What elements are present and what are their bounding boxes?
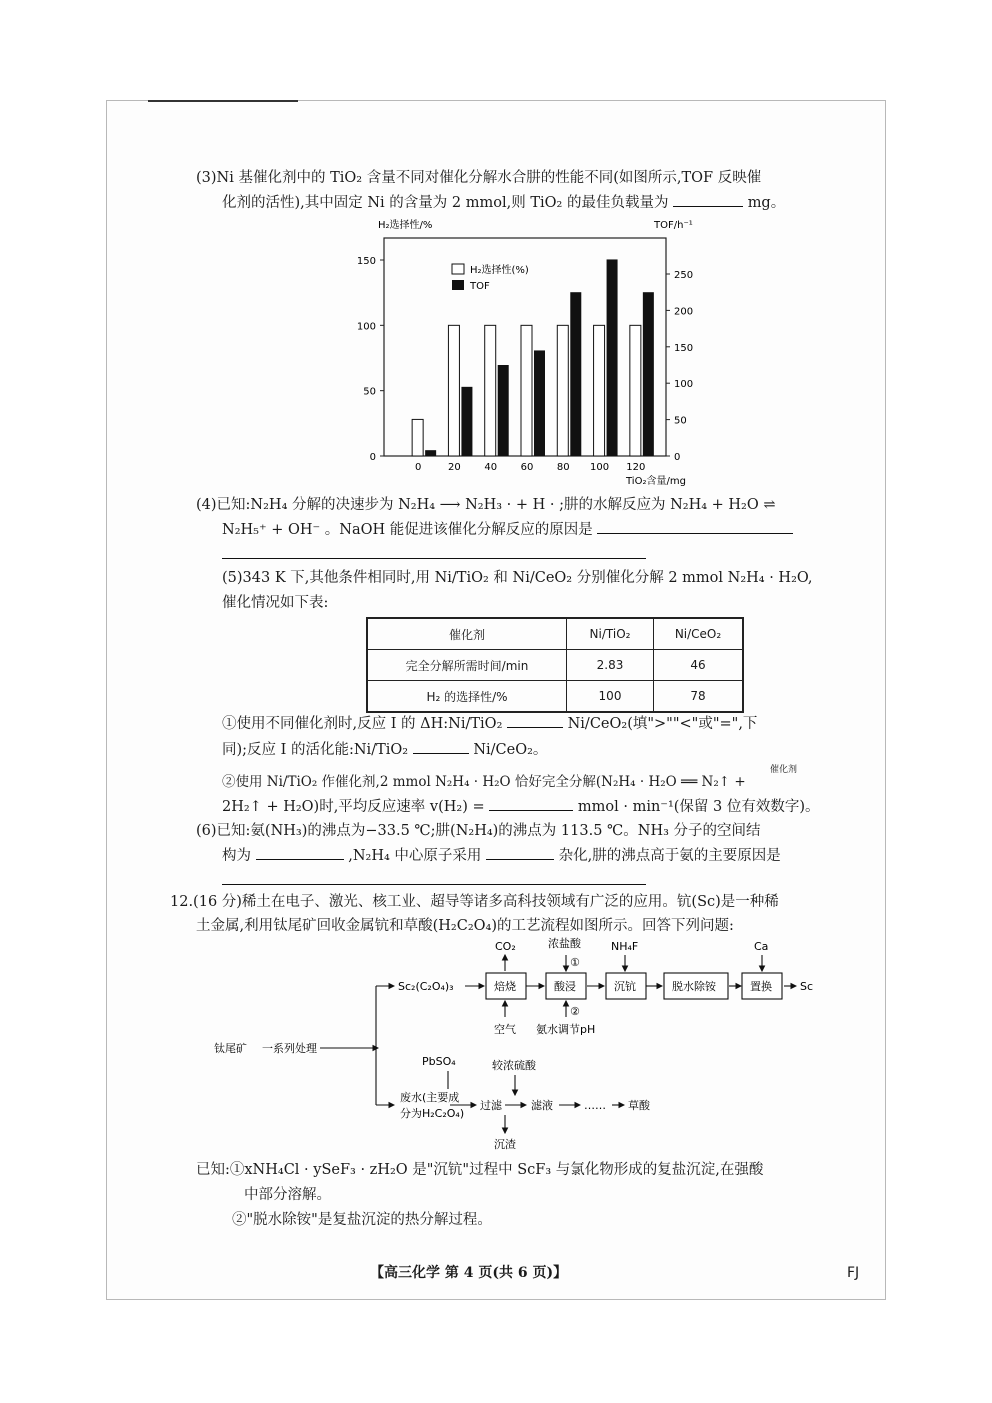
bar-tof bbox=[534, 350, 545, 456]
x-tick-label: 80 bbox=[556, 462, 570, 473]
q3-line1: (3)Ni 基催化剂中的 TiO₂ 含量不同对催化分解水合肼的性能不同(如图所示,TOF 反映催 bbox=[196, 170, 762, 186]
label-co2: CO₂ bbox=[495, 940, 516, 953]
label-waste-1: 废水(主要成 bbox=[400, 1091, 460, 1104]
q3-line2-text: 化剂的活性),其中固定 Ni 的含量为 2 mmol,则 TiO₂ 的最佳负载量为 bbox=[222, 195, 669, 211]
step-label-acid-leach: 酸浸 bbox=[554, 980, 576, 993]
q6-blank-3[interactable] bbox=[222, 870, 646, 885]
label-step1: ① bbox=[570, 956, 580, 969]
right-tick-label: 100 bbox=[674, 379, 694, 391]
table-header-ni-tio2: Ni/TiO₂ bbox=[567, 618, 654, 650]
q5-sub1-text-d: Ni/CeO₂。 bbox=[473, 742, 548, 758]
x-tick-label: 20 bbox=[448, 462, 461, 473]
step-label-dehydrate: 脱水除铵 bbox=[672, 980, 716, 993]
x-tick-label: 60 bbox=[520, 462, 534, 473]
top-rule bbox=[148, 100, 298, 102]
label-nh4f: NH₄F bbox=[611, 940, 639, 953]
left-tick-label: 100 bbox=[356, 321, 376, 333]
legend-label-selectivity: H₂选择性(%) bbox=[470, 265, 529, 276]
q4-line2-text: N₂H₅⁺ + OH⁻ 。NaOH 能促进该催化分解反应的原因是 bbox=[222, 522, 593, 538]
left-axis-ticks bbox=[357, 256, 384, 463]
q6-line1: (6)已知:氨(NH₃)的沸点为−33.5 ℃;肼(N₂H₄)的沸点为 113.5 ℃。NH₃ 分子的空间结 bbox=[196, 823, 761, 839]
q3-unit: mg。 bbox=[747, 195, 786, 211]
table-row bbox=[367, 681, 743, 713]
flow-start: 钛尾矿 bbox=[214, 1042, 247, 1055]
label-sediment: 沉渣 bbox=[494, 1138, 516, 1151]
q5-sub2-line1: ②使用 Ni/TiO₂ 作催化剂,2 mmol N₂H₄ · H₂O 恰好完全分解(N₂H₄ · H₂O ══ N₂↑ + bbox=[222, 774, 746, 790]
table-cell: 2.83 bbox=[567, 650, 654, 681]
q5-line1: (5)343 K 下,其他条件相同时,用 Ni/TiO₂ 和 Ni/CeO₂ 分别催化分解 2 mmol N₂H₄ · H₂O, bbox=[222, 570, 813, 586]
label-step2: ② bbox=[570, 1005, 580, 1018]
x-axis-ticks bbox=[415, 462, 645, 473]
q4-line1: (4)已知:N₂H₄ 分解的决速步为 N₂H₄ ⟶ N₂H₃ · + H · ;肼的水解反应为 N₂H₄ + H₂O ⇌ bbox=[196, 497, 776, 513]
label-ca: Ca bbox=[754, 940, 769, 953]
bar-tof bbox=[643, 292, 654, 456]
q4-answer-blank-1[interactable] bbox=[597, 519, 793, 534]
right-tick-label: 150 bbox=[674, 342, 694, 354]
q5-sub1-line1 bbox=[222, 712, 757, 736]
table-cell: 78 bbox=[654, 681, 744, 713]
label-hcl: 浓盐酸 bbox=[548, 937, 581, 950]
known-line1: 已知:①xNH₄Cl · ySeF₃ · zH₂O 是"沉钪"过程中 ScF₃ 与氯化物形成的复盐沉淀,在强酸 bbox=[196, 1162, 764, 1178]
page-footer: 【高三化学 第 4 页(共 6 页)】 bbox=[370, 1265, 568, 1281]
legend-label-tof: TOF bbox=[470, 281, 490, 292]
x-axis-label: TiO₂含量/mg bbox=[626, 476, 686, 487]
q5-sub1-text-a: ①使用不同催化剂时,反应 I 的 ΔH:Ni/TiO₂ bbox=[222, 716, 503, 732]
table-cell: 100 bbox=[567, 681, 654, 713]
x-tick-label: 40 bbox=[484, 462, 498, 473]
legend-swatch-tof bbox=[452, 280, 464, 290]
step-label-roast: 焙烧 bbox=[494, 980, 516, 993]
table-row bbox=[367, 650, 743, 681]
flow-final: Sc bbox=[800, 980, 814, 993]
table-cell: H₂ 的选择性/% bbox=[367, 681, 567, 713]
table-cell: 完全分解所需时间/min bbox=[367, 650, 567, 681]
q5-sub1-text-b: Ni/CeO₂(填">""<"或"=",下 bbox=[567, 716, 758, 732]
bar-tof bbox=[425, 450, 436, 456]
catalyst-table bbox=[366, 617, 744, 713]
q5-catalyst-condition: 催化剂 bbox=[770, 765, 798, 775]
q5-sub2-line2 bbox=[222, 795, 820, 819]
q5-sub1-line2 bbox=[222, 738, 547, 762]
q5-sub2-blank[interactable] bbox=[489, 796, 573, 811]
label-filter: 过滤 bbox=[480, 1099, 502, 1112]
process-flowchart bbox=[200, 935, 840, 1155]
bar-tof bbox=[570, 292, 581, 456]
table-cell: 46 bbox=[654, 650, 744, 681]
flow-upper-product: Sc₂(C₂O₄)₃ bbox=[398, 980, 454, 993]
left-tick-label: 0 bbox=[369, 452, 376, 463]
bar-tof bbox=[461, 387, 472, 456]
q5-sub1-text-c: 同);反应 I 的活化能:Ni/TiO₂ bbox=[222, 742, 409, 758]
table-header-catalyst: 催化剂 bbox=[367, 618, 567, 650]
q5-sub1-blank-1[interactable] bbox=[507, 713, 563, 728]
q6-text-a: 构为 bbox=[222, 848, 251, 864]
bar-tof bbox=[607, 259, 618, 456]
label-dots: …… bbox=[584, 1099, 606, 1112]
right-tick-label: 200 bbox=[674, 306, 694, 318]
table-header-row bbox=[367, 618, 743, 650]
tio2-bar-chart bbox=[354, 214, 734, 490]
left-tick-label: 50 bbox=[363, 386, 376, 398]
right-tick-label: 50 bbox=[674, 415, 687, 427]
q3-line2 bbox=[222, 191, 785, 215]
label-filtrate: 滤液 bbox=[531, 1099, 553, 1112]
right-tick-label: 250 bbox=[674, 270, 694, 281]
bar-selectivity bbox=[521, 325, 532, 456]
bar-tof bbox=[498, 365, 509, 456]
q6-blank-2[interactable] bbox=[486, 845, 554, 860]
left-axis-label: H₂选择性/% bbox=[378, 220, 433, 231]
q6-blank-1[interactable] bbox=[256, 845, 344, 860]
left-tick-label: 150 bbox=[356, 256, 376, 267]
known-line2: 中部分溶解。 bbox=[244, 1187, 331, 1203]
x-tick-label: 100 bbox=[590, 462, 610, 473]
bar-selectivity bbox=[594, 325, 605, 456]
q5-line2: 催化情况如下表: bbox=[222, 595, 329, 611]
label-waste-2: 分为H₂C₂O₄) bbox=[400, 1107, 465, 1120]
q12-line2: 土金属,利用钛尾矿回收金属钪和草酸(H₂C₂O₄)的工艺流程如图所示。回答下列问题: bbox=[196, 918, 734, 934]
q12-line1: 12.(16 分)稀土在电子、激光、核工业、超导等诸多高科技领域有广泛的应用。钪(Sc)是一种稀 bbox=[170, 894, 779, 910]
label-ammonia: 氨水调节pH bbox=[536, 1023, 596, 1036]
label-oxalic: 草酸 bbox=[628, 1099, 650, 1112]
q6-text-c: 杂化,肼的沸点高于氨的主要原因是 bbox=[558, 848, 781, 864]
q6-line2 bbox=[222, 844, 781, 868]
bar-selectivity bbox=[412, 419, 423, 456]
label-air: 空气 bbox=[494, 1023, 516, 1036]
right-axis-ticks bbox=[666, 270, 693, 463]
x-tick-label: 0 bbox=[414, 462, 422, 473]
table-header-ni-ceo2: Ni/CeO₂ bbox=[654, 618, 744, 650]
q4-line2 bbox=[222, 518, 793, 542]
label-h2so4: 较浓硫酸 bbox=[492, 1059, 536, 1072]
paper-code: FJ bbox=[847, 1265, 860, 1281]
q4-answer-blank-2[interactable] bbox=[222, 544, 646, 559]
bar-series bbox=[412, 259, 654, 456]
legend-swatch-selectivity bbox=[452, 264, 464, 274]
q3-answer-blank[interactable] bbox=[673, 192, 743, 207]
bar-selectivity bbox=[557, 325, 568, 456]
bar-selectivity bbox=[448, 325, 459, 456]
step-label-replace: 置换 bbox=[750, 980, 772, 993]
bar-selectivity bbox=[630, 325, 641, 456]
q5-sub2-text-b: mmol · min⁻¹(保留 3 位有效数字)。 bbox=[577, 799, 820, 815]
flow-series-treat: 一系列处理 bbox=[262, 1042, 317, 1055]
q5-sub1-blank-2[interactable] bbox=[413, 739, 469, 754]
known-line3: ②"脱水除铵"是复盐沉淀的热分解过程。 bbox=[232, 1212, 492, 1228]
x-tick-label: 120 bbox=[626, 462, 646, 473]
right-tick-label: 0 bbox=[674, 452, 681, 463]
right-axis-label: TOF/h⁻¹ bbox=[654, 220, 693, 231]
legend bbox=[452, 263, 529, 292]
bar-selectivity bbox=[485, 325, 496, 456]
q5-sub2-text-a: 2H₂↑ + H₂O)时,平均反应速率 v(H₂) = bbox=[222, 799, 485, 815]
q4-line3 bbox=[222, 543, 646, 567]
step-label-precipitate: 沉钪 bbox=[614, 980, 636, 993]
q6-text-b: ,N₂H₄ 中心原子采用 bbox=[348, 848, 482, 864]
label-pbso4: PbSO₄ bbox=[422, 1055, 456, 1068]
